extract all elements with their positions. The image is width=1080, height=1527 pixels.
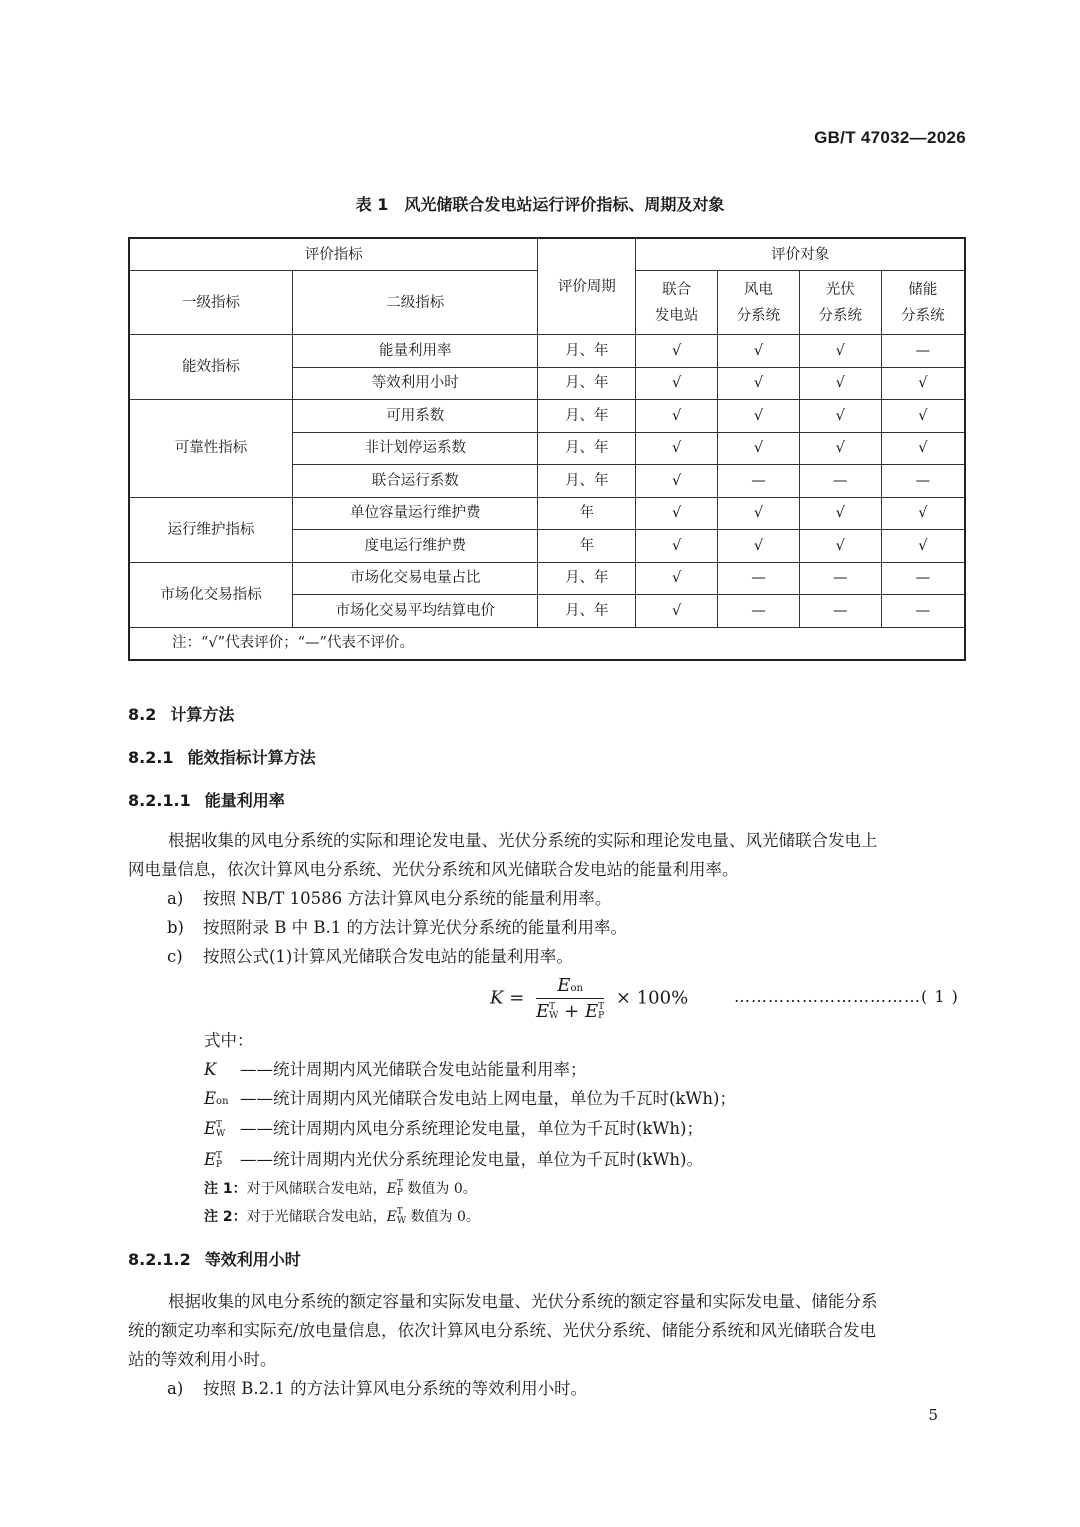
- mark-cell: √: [881, 367, 965, 400]
- formula-1: K = Eon ET W + ET P × 100%: [490, 975, 689, 1022]
- mark-cell: √: [881, 432, 965, 465]
- standard-code: GB/T 47032—2026: [814, 128, 966, 147]
- def-Eon: Eon ——统计周期内风光储联合发电站上网电量，单位为千瓦时(kWh)；: [204, 1089, 736, 1108]
- table-number: 表 1: [355, 195, 389, 214]
- mark-cell: √: [881, 530, 965, 563]
- period-cell: 月、年: [538, 335, 636, 368]
- mark-cell: —: [718, 465, 800, 498]
- where-label: 式中：: [204, 1031, 254, 1050]
- mark-cell: √: [799, 335, 881, 368]
- mark-cell: √: [881, 497, 965, 530]
- period-cell: 月、年: [538, 432, 636, 465]
- def-K: K ——统计周期内风光储联合发电站能量利用率；: [204, 1060, 587, 1079]
- item-name: 等效利用小时: [293, 367, 538, 400]
- item-name: 非计划停运系数: [293, 432, 538, 465]
- item-name: 可用系数: [293, 400, 538, 433]
- mark-cell: —: [718, 595, 800, 628]
- mark-cell: √: [718, 335, 800, 368]
- mark-cell: —: [799, 562, 881, 595]
- table-row: [129, 497, 965, 530]
- table-note: 注：“√”代表评价；“—”代表不评价。: [129, 627, 965, 660]
- def-EW: ET W ——统计周期内风电分系统理论发电量，单位为千瓦时(kWh)；: [204, 1119, 703, 1139]
- list-item-b: b) 按照附录 B 中 B.1 的方法计算光伏分系统的能量利用率。: [167, 918, 627, 937]
- period-cell: 年: [538, 497, 636, 530]
- mark-cell: √: [718, 400, 800, 433]
- page-number: 5: [928, 1406, 938, 1424]
- mark-cell: √: [636, 530, 718, 563]
- section-8-2-heading: 8.2 计算方法: [128, 705, 235, 724]
- mark-cell: —: [881, 595, 965, 628]
- table-title: 风光储联合发电站运行评价指标、周期及对象: [404, 195, 725, 214]
- mark-cell: √: [636, 400, 718, 433]
- item-name: 联合运行系数: [293, 465, 538, 498]
- period-cell: 年: [538, 530, 636, 563]
- mark-cell: —: [799, 465, 881, 498]
- group-name: 市场化交易指标: [129, 562, 293, 627]
- header-wind: 风电 分系统: [718, 271, 800, 335]
- mark-cell: √: [718, 432, 800, 465]
- group-name: 能效指标: [129, 335, 293, 400]
- header-station: 联合 发电站: [636, 271, 718, 335]
- mark-cell: √: [799, 497, 881, 530]
- period-cell: 月、年: [538, 595, 636, 628]
- header-indicator: 评价指标: [129, 238, 538, 271]
- def-EP: ET P ——统计周期内光伏分系统理论发电量，单位为千瓦时(kWh)。: [204, 1150, 703, 1170]
- list-item-c: c) 按照公式(1)计算风光储联合发电站的能量利用率。: [167, 947, 573, 966]
- mark-cell: —: [881, 335, 965, 368]
- mark-cell: —: [881, 465, 965, 498]
- mark-cell: √: [718, 367, 800, 400]
- header-pv: 光伏 分系统: [799, 271, 881, 335]
- item-name: 能量利用率: [293, 335, 538, 368]
- mark-cell: √: [636, 367, 718, 400]
- header-storage: 储能 分系统: [881, 271, 965, 335]
- table-row: [129, 335, 965, 368]
- section-8-2-1-2-heading: 8.2.1.2 等效利用小时: [128, 1250, 301, 1269]
- paragraph-energy-utilization: 根据收集的风电分系统的实际和理论发电量、光伏分系统的实际和理论发电量、风光储联合发电上 网电量信息，依次计算风电分系统、光伏分系统和风光储联合发电站的能量利用率。: [128, 831, 878, 879]
- mark-cell: √: [799, 400, 881, 433]
- period-cell: 月、年: [538, 367, 636, 400]
- list-item-a2: a) 按照 B.2.1 的方法计算风电分系统的等效利用小时。: [167, 1379, 588, 1398]
- mark-cell: √: [636, 562, 718, 595]
- evaluation-table: [128, 237, 966, 661]
- mark-cell: √: [799, 432, 881, 465]
- group-name: 可靠性指标: [129, 400, 293, 498]
- group-name: 运行维护指标: [129, 497, 293, 562]
- paragraph-equivalent-hours: 根据收集的风电分系统的额定容量和实际发电量、光伏分系统的额定容量和实际发电量、储能分系 统的额定功率和实际充/放电量信息，依次计算风电分系统、光伏分系统、储能分系统和风光储联合发电 站的等效利用小时。: [128, 1292, 878, 1369]
- section-8-2-1-1-heading: 8.2.1.1 能量利用率: [128, 791, 285, 810]
- mark-cell: √: [799, 367, 881, 400]
- mark-cell: √: [636, 465, 718, 498]
- mark-cell: √: [636, 432, 718, 465]
- item-name: 市场化交易平均结算电价: [293, 595, 538, 628]
- period-cell: 月、年: [538, 400, 636, 433]
- table-row: [129, 562, 965, 595]
- mark-cell: √: [636, 497, 718, 530]
- mark-cell: —: [799, 595, 881, 628]
- note-1: 注 1：对于风储联合发电站，ET P 数值为 0。: [204, 1179, 477, 1198]
- table-row: [129, 400, 965, 433]
- period-cell: 月、年: [538, 465, 636, 498]
- section-8-2-1-heading: 8.2.1 能效指标计算方法: [128, 748, 316, 767]
- mark-cell: √: [636, 595, 718, 628]
- mark-cell: √: [718, 497, 800, 530]
- mark-cell: √: [881, 400, 965, 433]
- header-period: 评价周期: [538, 238, 636, 335]
- note-2: 注 2：对于光储联合发电站，ET W 数值为 0。: [204, 1207, 480, 1226]
- table-caption: [0, 192, 1080, 215]
- header-objects: 评价对象: [636, 238, 965, 271]
- mark-cell: —: [718, 562, 800, 595]
- header-level2: 二级指标: [293, 271, 538, 335]
- list-item-a: a) 按照 NB/T 10586 方法计算风电分系统的能量利用率。: [167, 889, 612, 908]
- item-name: 度电运行维护费: [293, 530, 538, 563]
- period-cell: 月、年: [538, 562, 636, 595]
- formula-number: ……………………………( 1 ): [734, 987, 959, 1006]
- mark-cell: √: [636, 335, 718, 368]
- mark-cell: √: [718, 530, 800, 563]
- mark-cell: √: [799, 530, 881, 563]
- header-level1: 一级指标: [129, 271, 293, 335]
- mark-cell: —: [881, 562, 965, 595]
- item-name: 市场化交易电量占比: [293, 562, 538, 595]
- item-name: 单位容量运行维护费: [293, 497, 538, 530]
